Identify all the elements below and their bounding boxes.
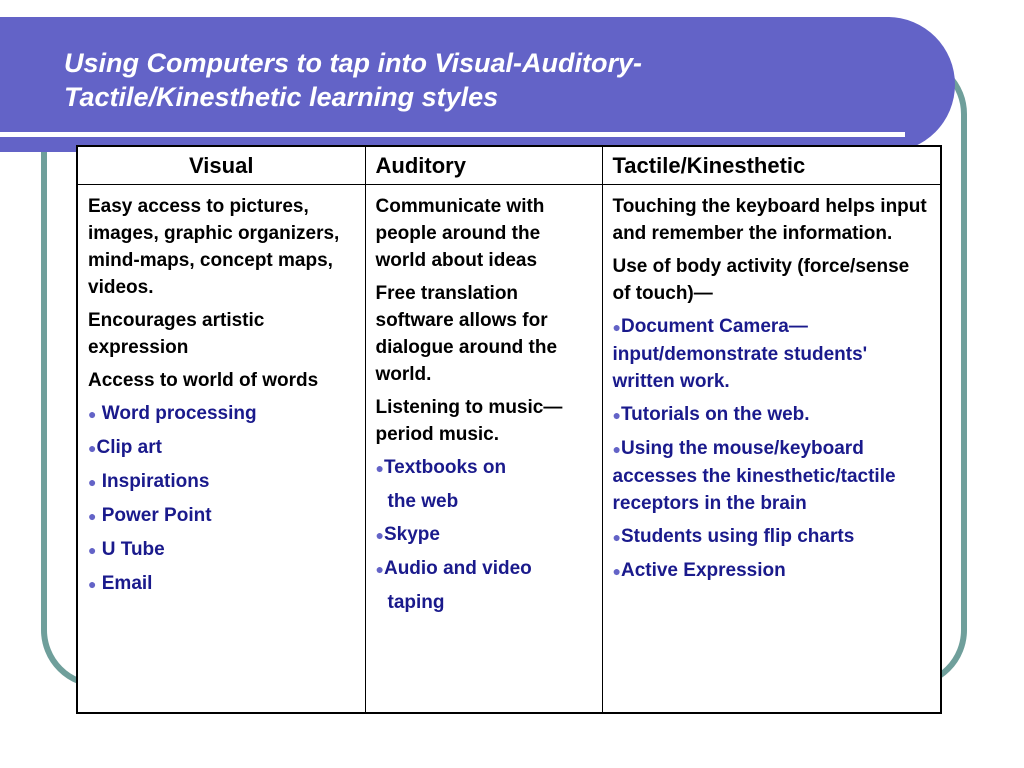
list-item-label: Skype [383,523,440,545]
visual-text-1: Easy access to pictures, images, graphic organizers, mind-maps, concept maps, videos. [88,195,340,298]
list-item [613,557,931,585]
auditory-text-3: Listening to music—period music. [375,396,563,445]
bullet-icon: ● [375,560,384,577]
visual-text-3: Access to world of words [88,369,319,391]
list-item-label: Clip art [96,436,162,458]
learning-styles-table-container [76,145,940,714]
list-item-continuation: taping [387,591,445,613]
auditory-text-2: Free translation software allows for dialogue around the world. [375,282,558,385]
list-item-label: U Tube [101,538,165,560]
title-line-1: Using Computers to tap into Visual-Auditory- [64,48,642,78]
header-visual: Visual [77,146,365,184]
bullet-icon: ● [88,473,97,490]
list-item [88,536,355,564]
list-item [88,502,355,530]
bullet-icon: ● [375,459,384,476]
list-item-label: Students using flip charts [620,525,855,547]
list-item-label: Tutorials on the web. [620,403,810,425]
list-item-label: Using the mouse/keyboard accesses the kinesthetic/tactile receptors in the brain [612,437,896,514]
title-line-2: Tactile/Kinesthetic learning styles [64,82,499,112]
bullet-icon: ● [88,575,97,592]
slide-title [64,46,884,114]
table-header-row [77,146,941,184]
list-item-label: Inspirations [101,470,210,492]
list-item-label: Active Expression [620,559,786,581]
list-item [376,521,592,549]
tactile-text-1: Touching the keyboard helps input and remember the information. [612,195,927,244]
list-item [88,400,355,428]
list-item [88,570,355,598]
bullet-icon: ● [88,405,97,422]
list-item [613,435,931,517]
list-item-label: Audio and video [383,557,532,579]
list-item [376,555,592,583]
list-item-continuation: the web [387,490,459,512]
bullet-icon: ● [375,526,384,543]
header-tactile: Tactile/Kinesthetic [602,146,941,184]
bullet-icon: ● [88,439,97,456]
bullet-icon: ● [88,507,97,524]
bullet-icon: ● [612,528,621,545]
tactile-text-2: Use of body activity (force/sense of touch)— [612,255,910,304]
list-item [376,454,592,482]
table-row [77,184,941,713]
bullet-icon: ● [612,562,621,579]
list-item-label: Document Camera—input/demonstrate students' written work. [612,315,868,392]
list-item [613,401,931,429]
bullet-icon: ● [612,406,621,423]
bullet-icon: ● [612,318,621,335]
auditory-cell [365,184,602,713]
list-item-label: Word processing [101,402,257,424]
list-item [613,313,931,395]
bullet-icon: ● [88,541,97,558]
list-item-label: Email [101,572,153,594]
list-item [88,468,355,496]
list-item-label: Power Point [101,504,212,526]
list-item-label: Textbooks on [383,456,507,478]
header-auditory: Auditory [365,146,602,184]
auditory-text-1: Communicate with people around the world about ideas [375,195,545,271]
list-item [613,523,931,551]
tactile-cell [602,184,941,713]
list-item [88,434,355,462]
visual-cell [77,184,365,713]
banner-divider-line [0,132,905,137]
visual-text-2: Encourages artistic expression [88,309,265,358]
bullet-icon: ● [612,440,621,457]
learning-styles-table [76,145,942,714]
